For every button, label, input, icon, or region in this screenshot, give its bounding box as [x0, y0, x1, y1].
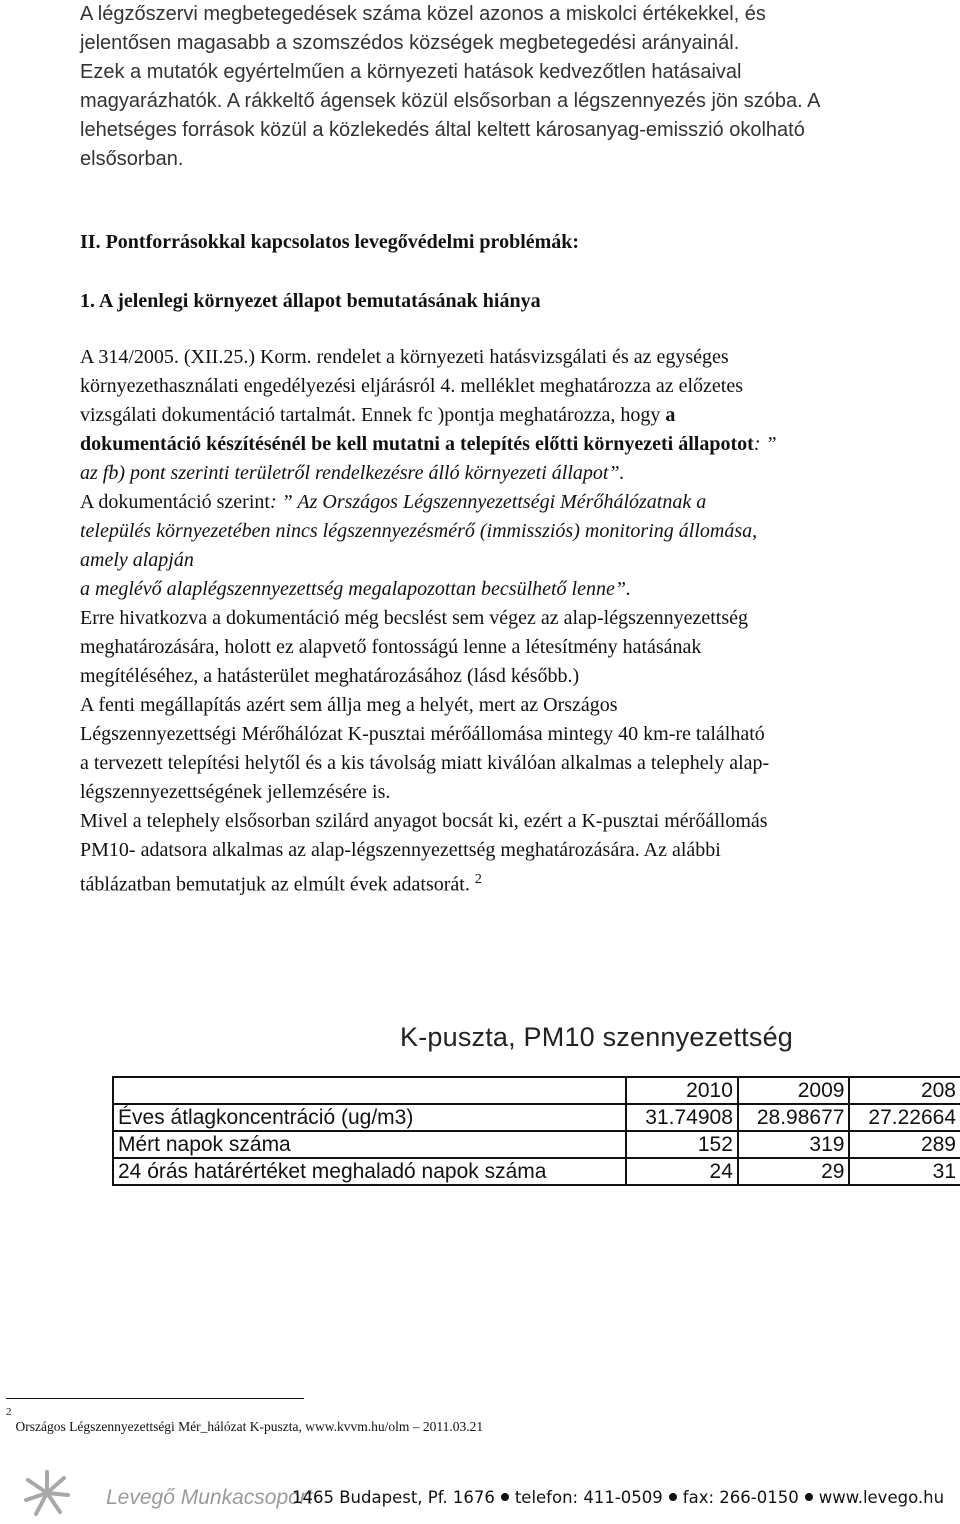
intro-line-4: magyarázhatók. A rákkeltő ágensek közül elsősorban a légszennyezés jön szóba. A — [80, 90, 821, 112]
table-header-empty — [113, 1077, 626, 1104]
body-p1-line-4-bold: dokumentáció készítésénél be kell mutatni a telepítés előtti környezeti állapotot — [80, 433, 754, 455]
body-p3-line-1: Erre hivatkozva a dokumentáció még becslést sem végez az alap-légszennyezettség — [80, 607, 749, 629]
body-p1-line-2: környezethasználati engedélyezési eljárásról 4. melléklet meghatározza az előzetes — [80, 375, 743, 397]
table-cell: 152 — [626, 1131, 738, 1158]
body-p1-line-1: A 314/2005. (XII.25.) Korm. rendelet a környezeti hatásvizsgálati és az egységes — [80, 346, 729, 368]
body-p5-line-3-text: táblázatban bemutatjuk az elmúlt évek adatsorát. — [80, 873, 470, 896]
bullet-icon — [669, 1493, 677, 1501]
table-row-label: Éves átlagkoncentráció (ug/m3) — [113, 1104, 626, 1131]
pm10-table — [112, 1076, 960, 1186]
intro-line-2: jelentősen magasabb a szomszédos községek megbetegedési arányainál. — [80, 32, 740, 54]
table-cell: 31.74908 — [626, 1104, 738, 1131]
body-p2-line-1 — [80, 488, 940, 517]
body-p3-line-3: megítéléséhez, a hatásterület meghatározásához (lásd később.) — [80, 665, 580, 687]
intro-line-1: A légzőszervi megbetegedések száma közel azonos a miskolci értékekkel, és — [80, 3, 766, 25]
footer-address: 1465 Budapest, Pf. 1676 — [292, 1488, 495, 1507]
body-p1-line-3-text: vizsgálati dokumentáció tartalmát. Ennek fc )pontja meghatározza, hogy — [80, 404, 666, 426]
table-cell: 289 — [849, 1131, 960, 1158]
body-p4-line-4: légszennyezettségének jellemzésére is. — [80, 781, 391, 803]
subsection-heading: 1. A jelenlegi környezet állapot bemutatásának hiánya — [80, 290, 541, 312]
body-p5-line-1: Mivel a telephely elsősorban szilárd anyagot bocsát ki, ezért a K-pusztai mérőállomás — [80, 810, 768, 832]
table-cell: 319 — [738, 1131, 850, 1158]
bullet-icon — [805, 1493, 813, 1501]
table-row-label: 24 órás határértéket meghaladó napok száma — [113, 1158, 626, 1185]
table-row — [113, 1131, 960, 1158]
table-cell: 29 — [738, 1158, 850, 1185]
body-p2-line-2: település környezetében nincs légszennyezésmérő (immissziós) monitoring állomása, — [80, 520, 758, 542]
logo-icon — [22, 1468, 72, 1518]
body-p1-line-4 — [80, 430, 940, 459]
bullet-icon — [501, 1493, 509, 1501]
footnote — [6, 1406, 484, 1434]
body-p1-line-3 — [80, 401, 940, 430]
table-row — [113, 1158, 960, 1185]
body-p2-line-1-italic: : ” Az Országos Légszennyezettségi Mérőhálózatnak a — [269, 491, 707, 513]
body-p2-line-3: amely alapján — [80, 549, 194, 571]
footer-fax: fax: 266-0150 — [682, 1488, 799, 1507]
body-p5-line-2: PM10- adatsora alkalmas az alap-légszennyezettség meghatározására. Az alábbi — [80, 839, 721, 861]
footnote-reference[interactable]: 2 — [474, 872, 482, 887]
body-p4-line-1: A fenti megállapítás azért sem állja meg a helyét, mert az Országos — [80, 694, 618, 716]
section-heading: II. Pontforrásokkal kapcsolatos levegővédelmi problémák: — [80, 231, 580, 253]
body-p2-line-4: a meglévő alaplégszennyezettség megalapozottan becsülhető lenne”. — [80, 578, 631, 600]
body-p4-line-2: Légszennyezettségi Mérőhálózat K-pusztai mérőállomása mintegy 40 km-re található — [80, 723, 765, 745]
body-p1-line-5: az fb) pont szerinti területről rendelkezésre álló környezeti állapot”. — [80, 462, 625, 484]
table-header-col-1: 2010 — [626, 1077, 738, 1104]
table-cell: 31 — [849, 1158, 960, 1185]
footnote-text: Országos Légszennyezettségi Mér_hálózat K-puszta, www.kvvm.hu/olm – 2011.03.21 — [15, 1418, 484, 1434]
body-p5-line-3 — [80, 865, 940, 900]
table-title: K-puszta, PM10 szennyezettség — [400, 1022, 794, 1052]
footer-contact — [292, 1488, 944, 1507]
body-p1-line-4-quote: : ” — [753, 433, 777, 455]
footer-website-link[interactable]: www.levego.hu — [818, 1488, 945, 1507]
table-cell: 28.98677 — [738, 1104, 850, 1131]
table-header-col-3: 208 — [849, 1077, 960, 1104]
intro-line-5: lehetséges források közül a közlekedés által keltett károsanyag-emisszió okolható — [80, 119, 805, 141]
table-header-col-2: 2009 — [738, 1077, 850, 1104]
table-cell: 24 — [626, 1158, 738, 1185]
organization-logo-text: Levegő Munkacsoport — [106, 1486, 313, 1509]
table-row-label: Mért napok száma — [113, 1131, 626, 1158]
body-p3-line-2: meghatározására, holott ez alapvető fontosságú lenne a létesítmény hatásának — [80, 636, 702, 658]
body-p4-line-3: a tervezett telepítési helytől és a kis távolság miatt kiválóan alkalmas a telephely alap- — [80, 752, 770, 774]
intro-line-3: Ezek a mutatók egyértelműen a környezeti hatások kedvezőtlen hatásaival — [80, 61, 742, 83]
footer-phone: telefon: 411-0509 — [514, 1488, 663, 1507]
page-footer — [22, 1468, 960, 1518]
footnote-separator — [6, 1398, 304, 1399]
body-p1-line-3-bold: a — [665, 404, 676, 426]
table-cell: 27.22664 — [849, 1104, 960, 1131]
body-p2-line-1-text: A dokumentáció szerint — [80, 491, 270, 513]
table-row — [113, 1104, 960, 1131]
table-header-row — [113, 1077, 960, 1104]
intro-line-6: elsősorban. — [80, 148, 184, 170]
footnote-number: 2 — [6, 1406, 12, 1418]
